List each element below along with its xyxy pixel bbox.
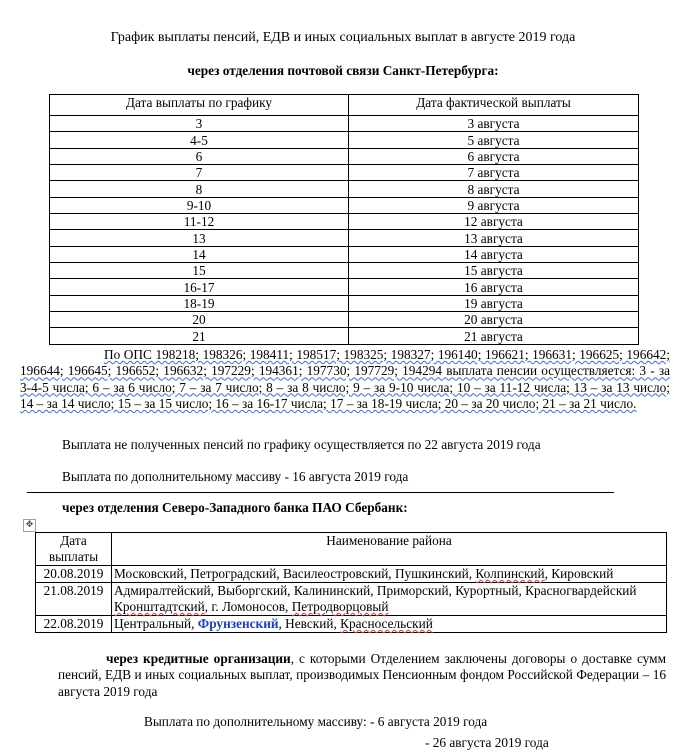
table-row (36, 616, 667, 633)
actual-date-cell: 20 августа (349, 312, 639, 328)
scheduled-date-cell: 11-12 (50, 214, 349, 230)
scheduled-date-cell: 8 (50, 181, 349, 197)
scheduled-date-cell: 7 (50, 165, 349, 181)
table-row (50, 312, 639, 328)
additional-payment-line-1: Выплата по дополнительному массиву: - 6 августа 2019 года (144, 714, 488, 729)
actual-date-cell: 13 августа (349, 230, 639, 246)
not-received-note: Выплата не полученных пенсий по графику осуществляется по 22 августа 2019 года (62, 437, 541, 452)
table-row (50, 246, 639, 262)
scheduled-date-cell: 14 (50, 246, 349, 262)
table-row (36, 583, 667, 616)
scheduled-date-cell: 13 (50, 230, 349, 246)
payment-date: 21.08.2019 (36, 583, 112, 616)
table-row (50, 230, 639, 246)
column-header-district: Наименование района (112, 533, 667, 566)
scheduled-date-cell: 9-10 (50, 197, 349, 213)
column-header-date: Дата выплаты (36, 533, 112, 566)
scheduled-date-cell: 21 (50, 328, 349, 344)
column-header-scheduled-date: Дата выплаты по графику (50, 95, 349, 116)
district-list: Адмиралтейский, Выборгский, Калининский, Приморский, Курортный, Красногвардейский Кронштадтский, г. Ломоносов, Петродворцовый (112, 583, 667, 616)
section-divider (27, 492, 614, 493)
scheduled-date-cell: 20 (50, 312, 349, 328)
scheduled-date-cell: 18-19 (50, 295, 349, 311)
actual-date-cell: 15 августа (349, 263, 639, 279)
post-schedule-table (49, 94, 639, 345)
payment-date: 20.08.2019 (36, 566, 112, 583)
table-header-row (50, 95, 639, 116)
payment-date: 22.08.2019 (36, 616, 112, 633)
district-list: Московский, Петроградский, Василеостровский, Пушкинский, Колпинский, Кировский (112, 566, 667, 583)
ops-note-text: По ОПС 198218; 198326; 198411; 198517; 198325; 198327; 196140; 196621; 196631; 196625; 196642; 196644; 196645; 196652; 196632; 197229; 194361; 197730; 197729; 194294 выплата пенсии осуществляется: 3 - за 3-4-5 числа; 6 – за 6 число; 7 – за 7 число; 8 – за 8 число; 9 – за 9-10 числа; 10 – за 11-12 числа; 13 – за 13 число; 14 – за 14 число; 15 – за 15 число; 16 – за 16-17 числа; 17 – за 18-19 числа; 20 – за 20 число; 21 – за 21 число. (20, 347, 670, 411)
table-row (50, 132, 639, 148)
table-row (50, 214, 639, 230)
post-section-heading: через отделения почтовой связи Санкт-Петербурга: (187, 63, 499, 78)
actual-date-cell: 12 августа (349, 214, 639, 230)
additional-payment-note: Выплата по дополнительному массиву - 16 августа 2019 года (62, 469, 409, 484)
credit-section-note: через кредитные организации, с которыми Отделением заключены договоры о доставке сумм пенсий, ЕДВ и иных социальных выплат, производимых Пенсионным фондом Российской Федерации – 16 августа 2019 года (58, 651, 666, 699)
table-row (50, 279, 639, 295)
actual-date-cell: 9 августа (349, 197, 639, 213)
table-row (50, 181, 639, 197)
bank-section-heading: через отделения Северо-Западного банка ПАО Сбербанк: (62, 500, 408, 515)
actual-date-cell: 16 августа (349, 279, 639, 295)
table-header-row (36, 533, 667, 566)
scheduled-date-cell: 15 (50, 263, 349, 279)
additional-payment-line-2: - 26 августа 2019 года (425, 735, 549, 750)
table-move-handle-icon[interactable]: ✥ (23, 519, 36, 532)
table-row (50, 328, 639, 344)
actual-date-cell: 6 августа (349, 148, 639, 164)
bank-schedule-table (35, 532, 667, 633)
scheduled-date-cell: 16-17 (50, 279, 349, 295)
table-row (50, 295, 639, 311)
table-row (50, 148, 639, 164)
table-row (50, 263, 639, 279)
table-row (50, 116, 639, 132)
table-row (50, 197, 639, 213)
table-row (36, 566, 667, 583)
actual-date-cell: 5 августа (349, 132, 639, 148)
scheduled-date-cell: 4-5 (50, 132, 349, 148)
column-header-actual-date: Дата фактической выплаты (349, 95, 639, 116)
district-list: Центральный, Фрунзенский, Невский, Красносельский (112, 616, 667, 633)
actual-date-cell: 21 августа (349, 328, 639, 344)
highlighted-district: Фрунзенский (197, 616, 279, 631)
actual-date-cell: 7 августа (349, 165, 639, 181)
actual-date-cell: 3 августа (349, 116, 639, 132)
scheduled-date-cell: 6 (50, 148, 349, 164)
actual-date-cell: 14 августа (349, 246, 639, 262)
scheduled-date-cell: 3 (50, 116, 349, 132)
actual-date-cell: 19 августа (349, 295, 639, 311)
ops-note (20, 347, 670, 412)
table-row (50, 165, 639, 181)
page-title: График выплаты пенсий, ЕДВ и иных социальных выплат в августе 2019 года (110, 30, 576, 45)
actual-date-cell: 8 августа (349, 181, 639, 197)
